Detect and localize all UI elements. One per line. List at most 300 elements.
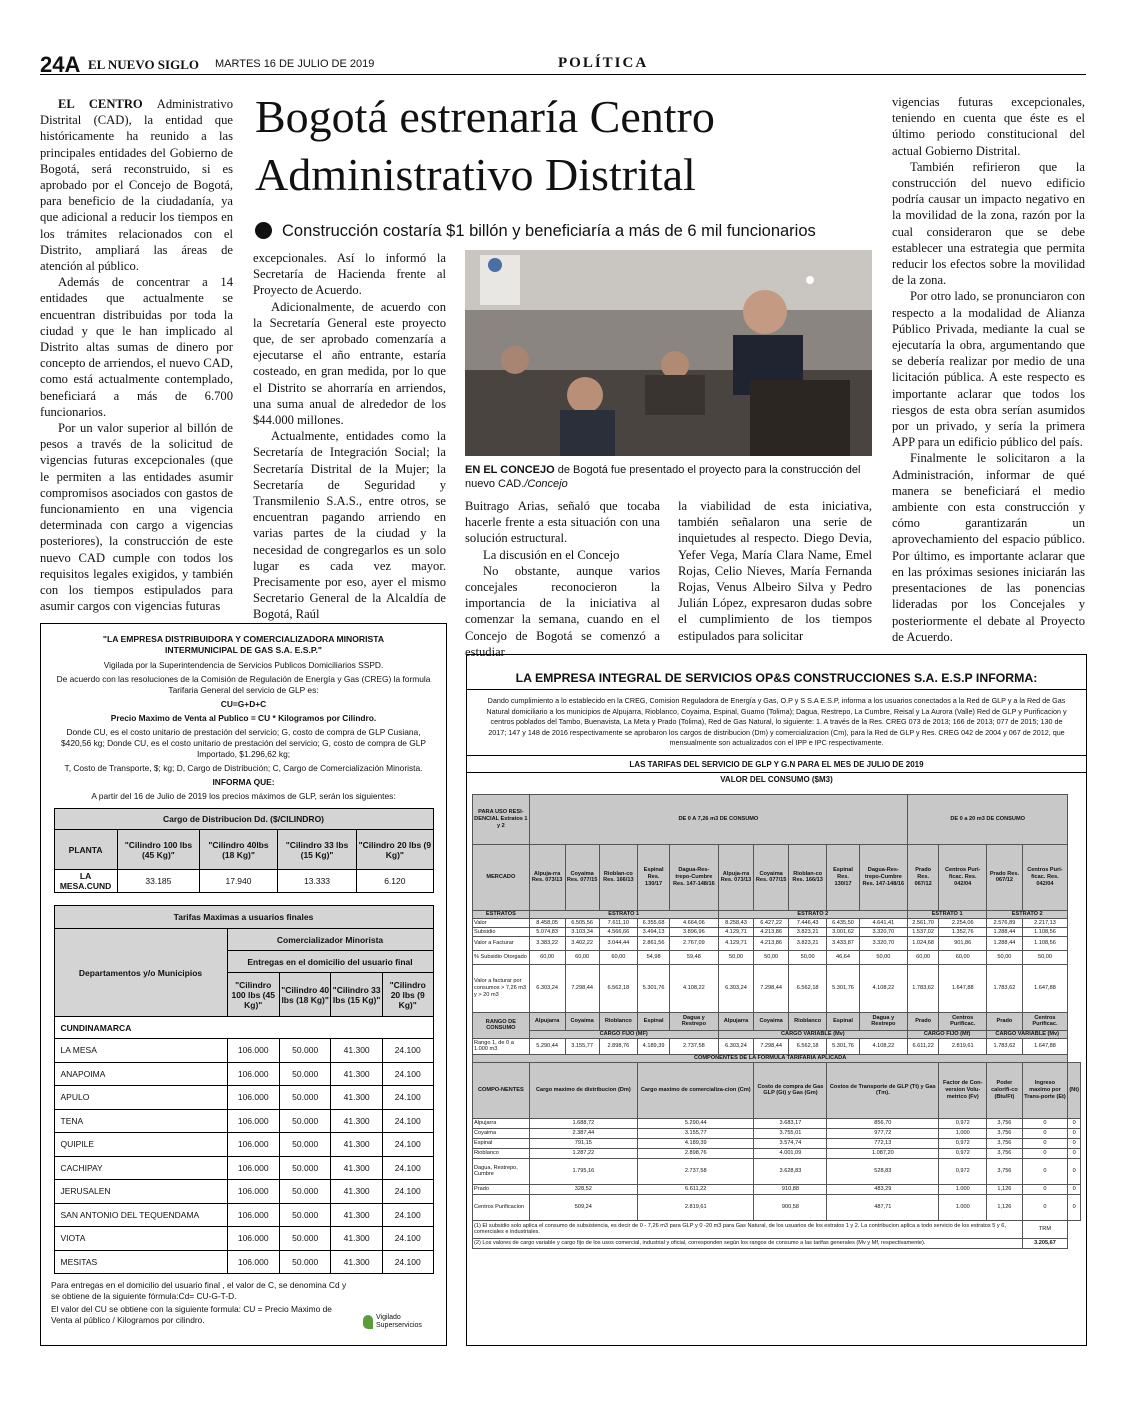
table-cell: 487,71 xyxy=(827,1194,939,1220)
table-cell: 2.819,61 xyxy=(638,1194,754,1220)
row-label: Prado xyxy=(473,1184,530,1194)
table-cell: 0 xyxy=(1022,1158,1068,1184)
table-cell: 3.103,34 xyxy=(565,927,599,936)
table-cell: 2.217,13 xyxy=(1022,918,1068,927)
table-cell: 2.254,06 xyxy=(939,918,987,927)
lead-words: EL CENTRO xyxy=(58,97,143,111)
table-cell: 0 xyxy=(1022,1194,1068,1220)
table-cell: 4.213,86 xyxy=(754,936,788,950)
table-row xyxy=(473,1138,1081,1148)
table-cell: 0 xyxy=(1022,1184,1068,1194)
paragraph: Por un valor superior al billón de pesos a través de la solicitud de vigencias futuras excepcionales (que le permiten a las entidades asumir compromisos asociados con gastos de funcionamiento en una vigencia determinada con cargo a vigencias posteriores), la construcción de este nuevo CAD cumple con todos los requisitos legales exigidos, y también con los tiempos estipulados para asumir cargos con vigencias futuras xyxy=(40,421,233,614)
table-cell: 4.641,41 xyxy=(859,918,907,927)
table-cell: 1.288,44 xyxy=(987,927,1022,936)
department-label: CUNDINAMARCA xyxy=(54,1017,433,1039)
page-header xyxy=(40,52,1086,75)
table-cell: COMPONENTES DE LA FORMULA TARIFARIA APLICADA xyxy=(473,1054,1068,1062)
table-cell: 0 xyxy=(1068,1194,1081,1220)
paragraph: Además de concentrar a 14 entidades que actualmente se encuentran distribuidas por toda la ciudad y que le han implicado al Distrito altas sumas de dinero por concepto de arriendos, el nuevo CAD, como está actualmente contemplado, beneficiará a más de 6.700 funcionarios. xyxy=(40,275,233,419)
table-cell: 7.446,43 xyxy=(788,918,827,927)
table-header: "Cilindro 40lbs (18 Kg)" xyxy=(200,830,278,870)
table-cell: 1.024,68 xyxy=(908,936,939,950)
table-header: Dagua y Restrepo xyxy=(859,1012,907,1030)
table-cell: 0,972 xyxy=(939,1158,987,1184)
table-header: Departamentos y/o Municipios xyxy=(54,929,227,1017)
table-cell: 4.664,06 xyxy=(670,918,718,927)
table-cell: DE 0 A 7,26 m3 DE CONSUMO xyxy=(529,794,907,844)
table-header: Alpuja-rra Res. 073/13 xyxy=(718,844,754,910)
table-cell: 50.000 xyxy=(279,1203,330,1227)
table-cell: 41.300 xyxy=(331,1133,382,1157)
table-cell: 106.000 xyxy=(227,1156,279,1180)
table-cell: ESTRATO 2 xyxy=(718,910,907,918)
table-cell: 6.562,18 xyxy=(788,964,827,1012)
table-cell: 6.303,24 xyxy=(718,964,754,1012)
table-cell: DE 0 a 20 m3 DE CONSUMO xyxy=(908,794,1068,844)
table-header: "Cilindro 33 lbs (15 Kg)" xyxy=(277,830,356,870)
table-cell: 1.783,62 xyxy=(987,1038,1022,1054)
table-cell: 4.108,22 xyxy=(859,1038,907,1054)
table-cell: VIOTA xyxy=(54,1227,227,1251)
table-cell: 3.402,22 xyxy=(565,936,599,950)
table-cell: 60,00 xyxy=(599,950,637,964)
table-cell: 6.435,50 xyxy=(827,918,859,927)
table-cell: 50,00 xyxy=(1022,950,1068,964)
table-cell: 3.574,74 xyxy=(754,1138,827,1148)
superservicios-icon xyxy=(363,1315,373,1329)
row-label: Espinal xyxy=(473,1138,530,1148)
table-cell: 41.300 xyxy=(331,1203,382,1227)
trm-label: TRM xyxy=(1022,1220,1068,1238)
table-cell: 13.333 xyxy=(277,870,356,893)
table-header: Prado xyxy=(987,1012,1022,1030)
table-cell: 1.108,56 xyxy=(1022,936,1068,950)
table-cell: 4.108,22 xyxy=(859,964,907,1012)
table-header: Centros Puri-ficac. Res. 042/04 xyxy=(939,844,987,910)
table-header: Espinal Res. 130/17 xyxy=(827,844,859,910)
table-cell: 2.387,44 xyxy=(529,1128,637,1138)
table-cell: 50.000 xyxy=(279,1039,330,1063)
table-row xyxy=(473,1062,1081,1118)
table-row xyxy=(473,927,1081,936)
row-label: Valor xyxy=(473,918,530,927)
table-cell: 106.000 xyxy=(227,1133,279,1157)
table-cell: SAN ANTONIO DEL TEQUENDAMA xyxy=(54,1203,227,1227)
table-cell: 0 xyxy=(1068,1184,1081,1194)
table-header: Prado xyxy=(908,1012,939,1030)
table-row xyxy=(473,1030,1081,1038)
table-cell: APULO xyxy=(54,1086,227,1110)
table-row xyxy=(54,1156,433,1180)
row-label: Valor a Facturar xyxy=(473,936,530,950)
superservicios-logo xyxy=(363,1314,426,1330)
row-label: Coyaima xyxy=(473,1128,530,1138)
table-row xyxy=(54,1062,433,1086)
page-number: 24A xyxy=(40,52,81,77)
table-cell: 4.108,22 xyxy=(670,964,718,1012)
table-cell: 2.898,76 xyxy=(599,1038,637,1054)
article-photo xyxy=(465,250,872,456)
table-cell: 2.576,89 xyxy=(987,918,1022,927)
table-header: Poder calorifi-co (Btu/Ft) xyxy=(987,1062,1022,1118)
table-cell: 6.303,24 xyxy=(529,964,565,1012)
table-cell: 60,00 xyxy=(565,950,599,964)
photo-credit: /Concejo xyxy=(524,478,568,490)
table-cell: 3,756 xyxy=(987,1128,1022,1138)
table-cell: 50.000 xyxy=(279,1227,330,1251)
table-cell: 60,00 xyxy=(529,950,565,964)
table-header: Rioblan-co Res. 166/13 xyxy=(599,844,637,910)
table-cell: 3.320,70 xyxy=(859,936,907,950)
table-cell: 8.258,43 xyxy=(718,918,754,927)
table-header: Coyaima xyxy=(565,1012,599,1030)
table-cell: ESTRATO 1 xyxy=(529,910,718,918)
table-cell: 106.000 xyxy=(227,1227,279,1251)
table-row xyxy=(54,1203,433,1227)
table-row xyxy=(473,794,1081,844)
table-cell: 0 xyxy=(1022,1128,1068,1138)
trm-value: 3.205,67 xyxy=(1022,1238,1068,1248)
table-cell: 0,972 xyxy=(939,1148,987,1158)
table-cell: 0 xyxy=(1022,1138,1068,1148)
table-cell: 24.100 xyxy=(382,1227,433,1251)
ad-line: T, Costo de Transporte, $; kg; D, Cargo de Distribución; C, Cargo de Comercialización Minorista. xyxy=(64,763,423,773)
table-row xyxy=(473,910,1081,918)
table-cell: ESTRATO 2 xyxy=(987,910,1068,918)
paragraph: Adicionalmente, de acuerdo con la Secretaría General este proyecto que, de ser aprobado comenzaría a ejecutarse el año entrante, estaría costeado, en gran medida, por lo que el Distrito se ahorraría en arriendos, una suma anual de alrededor de los $44.000 millones. xyxy=(253,299,446,428)
table-cell: 1.783,62 xyxy=(908,964,939,1012)
table-cell: 106.000 xyxy=(227,1086,279,1110)
table-cell: 41.300 xyxy=(331,1086,382,1110)
table-cell: 24.100 xyxy=(382,1133,433,1157)
table-cell: 41.300 xyxy=(331,1039,382,1063)
table-cell: 5.290,44 xyxy=(638,1118,754,1128)
table-header: Ingreso maximo por Trans-porte (Et) xyxy=(1022,1062,1068,1118)
table-cell: 41.300 xyxy=(331,1109,382,1133)
table-cell: 0 xyxy=(1022,1118,1068,1128)
table-header: Comercializador Minorista xyxy=(227,929,433,951)
table-cell: 50.000 xyxy=(279,1250,330,1274)
table-cell: RANGO DE CONSUMO xyxy=(473,1012,530,1038)
table-cell: 1.647,88 xyxy=(1022,1038,1068,1054)
ops-notice-ad xyxy=(466,654,1087,1346)
table-cell: 24.100 xyxy=(382,1250,433,1274)
table-cell: 7.298,44 xyxy=(565,964,599,1012)
table-cell: 106.000 xyxy=(227,1062,279,1086)
table-cell: 3.001,62 xyxy=(827,927,859,936)
table-cell: 900,58 xyxy=(754,1194,827,1220)
table-cell: 1.000 xyxy=(939,1194,987,1220)
table-cell: 50.000 xyxy=(279,1086,330,1110)
table-cell: 106.000 xyxy=(227,1180,279,1204)
table-cell: 1.647,88 xyxy=(1022,964,1068,1012)
table-row xyxy=(473,1238,1081,1248)
table-row xyxy=(54,870,433,893)
table-cell: 1,000 xyxy=(939,1128,987,1138)
table-row xyxy=(473,844,1081,910)
article-column-1 xyxy=(40,96,233,615)
section-name: POLÍTICA xyxy=(558,55,649,71)
article-column-3 xyxy=(465,498,660,660)
table-cell: 3.683,17 xyxy=(754,1118,827,1128)
table-row xyxy=(473,1148,1081,1158)
table-cell: 3.044,44 xyxy=(599,936,637,950)
table-cell: 33.185 xyxy=(117,870,199,893)
table-row xyxy=(473,1194,1081,1220)
table-cell: 3.755,01 xyxy=(754,1128,827,1138)
table-cell: 24.100 xyxy=(382,1062,433,1086)
table-cell: JERUSALEN xyxy=(54,1180,227,1204)
table-row xyxy=(473,1128,1081,1138)
article-column-2 xyxy=(253,250,446,623)
table-cell: 6.611,22 xyxy=(638,1184,754,1194)
table-cell: 856,70 xyxy=(827,1118,939,1128)
paragraph: No obstante, aunque varios concejales reconocieron la importancia de la iniciativa al comenzar la semana, cuando en el Concejo de Bogotá se comenzó a estudiar xyxy=(465,563,660,659)
table-cell: 5.301,76 xyxy=(827,964,859,1012)
table-cell: 24.100 xyxy=(382,1039,433,1063)
table-cell: 6.427,22 xyxy=(754,918,788,927)
table-cell: 6.303,24 xyxy=(718,1038,754,1054)
ad-line: Donde CU, es el costo unitario de prestación del servicio; G, costo de compra de GLP Cusiana, $420,56 kg; Donde CU, es el costo unitario de prestación del servicio; G, costo de compra de GLP Importado, $1.296,62 kg; xyxy=(61,727,426,759)
table-cell: 2.737,58 xyxy=(670,1038,718,1054)
paragraph: Buitrago Arias, señaló que tocaba hacerle frente a esta situación con una solución estructural. xyxy=(465,499,660,546)
ad-title: LA EMPRESA INTEGRAL DE SERVICIOS OP&S CONSTRUCCIONES S.A. E.S.P INFORMA: xyxy=(515,671,1038,685)
table-header: Costos de Transporte de GLP (Tt) y Gas (Tm). xyxy=(827,1062,939,1118)
table-cell: 5.074,83 xyxy=(529,927,565,936)
subheading: La discusión en el Concejo xyxy=(483,547,620,562)
bullet-icon xyxy=(255,222,272,239)
table-cell: 0 xyxy=(1068,1128,1081,1138)
table-cell: CACHIPAY xyxy=(54,1156,227,1180)
table-cell: 0 xyxy=(1022,1148,1068,1158)
table-note: (2) Los valores de cargo variable y cargo fijo de los usos comercial, industrial y oficial, corresponden según los rangos de consumo a las tarifas generales (Mv y Mf, respectivamente). xyxy=(473,1238,1023,1248)
table-header: Espinal xyxy=(827,1012,859,1030)
table-cell: MESITAS xyxy=(54,1250,227,1274)
table-cell: 4.189,39 xyxy=(638,1138,754,1148)
table-row xyxy=(473,1012,1081,1030)
row-label: Alpujarra xyxy=(473,1118,530,1128)
table-cell: 41.300 xyxy=(331,1156,382,1180)
gas-notice-ad xyxy=(40,623,447,1346)
table-cell: 2.819,61 xyxy=(939,1038,987,1054)
table-cell: 4.129,71 xyxy=(718,927,754,936)
table-row xyxy=(54,1180,433,1204)
table-cell: 41.300 xyxy=(331,1062,382,1086)
table-cell: 3,756 xyxy=(987,1148,1022,1158)
table-cell: 24.100 xyxy=(382,1180,433,1204)
table-header: Dagua-Res-trepo-Cumbre Res. 147-148/16 xyxy=(670,844,718,910)
row-label: Subsidio xyxy=(473,927,530,936)
paragraph: Por otro lado, se pronunciaron con respecto a la modalidad de Alianza Público Privada, mediante la cual se ejecutaría la obra, argumentando que se debería realizar por medio de una licitación pública. A este respecto es importante aclarar que todos los riesgos de esta obra serían asumidos por un privado, y sería la primera APP para un edificio público del país. xyxy=(892,289,1085,450)
table-cell: 24.100 xyxy=(382,1086,433,1110)
paragraph: También refirieron que la construcción del nuevo edificio podría causar un impacto negativo en la movilidad de la zona, razón por la cual consideraron que se debe establecer una estrategia que permita reducir los efectos sobre la movilidad de la zona. xyxy=(892,159,1085,288)
article-column-5 xyxy=(892,94,1085,645)
table-row xyxy=(473,918,1081,927)
table-row xyxy=(54,1250,433,1274)
publication-name: EL NUEVO SIGLO xyxy=(88,57,199,72)
table-cell: 3.823,21 xyxy=(788,936,827,950)
table-header: Centros Purificac. xyxy=(1022,1012,1068,1030)
table-header: "Cilindro 100 lbs (45 Kg)" xyxy=(227,973,279,1017)
table-header: "Cilindro 20 lbs (9 Kg)" xyxy=(382,973,433,1017)
table-row xyxy=(473,1054,1081,1062)
table-cell: 41.300 xyxy=(331,1227,382,1251)
table-header: Costo de compra de Gas GLP (Gt) y Gas (Gm) xyxy=(754,1062,827,1118)
ad-line: De acuerdo con las resoluciones de la Comisión de Regulación de Energía y Gas (CREG) la formula Tarifaria General del servicio de GLP es: xyxy=(56,674,431,695)
table-row xyxy=(473,1118,1081,1128)
table-cell: 17.940 xyxy=(200,870,278,893)
table-cell: 5.301,76 xyxy=(827,1038,859,1054)
table-cell: 6.611,22 xyxy=(908,1038,939,1054)
paragraph: la viabilidad de esta iniciativa, también señalaron una serie de inquietudes al respecto. Diego Devia, Yefer Vega, María Clara Name, Emel Rojas, Celio Nieves, María Fernanda Rojas, Venus Albeiro Silva y Pedro Julián López, expresaron dudas sobre el cumplimiento de los tiempos estipulados para solicitar xyxy=(678,499,872,643)
ad-informa: INFORMA QUE: xyxy=(212,777,275,787)
table-cell: 50,00 xyxy=(788,950,827,964)
row-label: Rioblanco xyxy=(473,1148,530,1158)
row-label: Rango 1, de 0 a 1.000 m3 xyxy=(473,1038,530,1054)
table-cell: 2.898,76 xyxy=(638,1148,754,1158)
table-header: Dagua-Res-trepo-Cumbre Res. 147-148/16 xyxy=(859,844,907,910)
table-cell: 7.298,44 xyxy=(754,1038,788,1054)
table-cell: 106.000 xyxy=(227,1203,279,1227)
table-cell: 59,48 xyxy=(670,950,718,964)
table-cell: 1.108,56 xyxy=(1022,927,1068,936)
valor-title: VALOR DEL CONSUMO ($M3) xyxy=(720,774,833,784)
table-cell: TENA xyxy=(54,1109,227,1133)
table-cell: 2.767,09 xyxy=(670,936,718,950)
table-cell: 1,126 xyxy=(987,1184,1022,1194)
table-cell: 1.647,88 xyxy=(939,964,987,1012)
table-header: Prado Res. 067/12 xyxy=(987,844,1022,910)
table-row xyxy=(473,1220,1081,1238)
ad-footnote: El valor del CU se obtiene con la siguiente formula: CU = Precio Maximo de Venta al público / Kilogramos por cilindro. xyxy=(51,1304,332,1325)
table-cell: 1.287,22 xyxy=(529,1148,637,1158)
caption-lead: EN EL CONCEJO xyxy=(465,464,555,476)
table-header: Cargo maximo de distribucion (Dm) xyxy=(529,1062,637,1118)
table-cell: CARGO FIJO (Mf) xyxy=(908,1030,987,1038)
table-header: Factor de Con-version Volu-metrico (Fv) xyxy=(939,1062,987,1118)
table-cell: 50,00 xyxy=(987,950,1022,964)
table-cell: 50,00 xyxy=(859,950,907,964)
table-cell: 901,86 xyxy=(939,936,987,950)
table-cell: 3,756 xyxy=(987,1138,1022,1148)
ad-line: A partir del 16 de Julio de 2019 los precios máximos de GLP, serán los siguientes: xyxy=(91,791,396,801)
table-header: Entregas en el domicilio del usuario final xyxy=(227,951,433,973)
table-cell: 50,00 xyxy=(718,950,754,964)
table-cell: 3.383,22 xyxy=(529,936,565,950)
table-cell: 106.000 xyxy=(227,1039,279,1063)
table-header: "Cilindro 20 lbs (9 Kg)" xyxy=(357,830,433,870)
table-cell: 5.290,44 xyxy=(529,1038,565,1054)
table-cell: 0 xyxy=(1068,1138,1081,1148)
table-cell: 0 xyxy=(1068,1158,1081,1184)
table-cell: 2.561,70 xyxy=(908,918,939,927)
table-cell: 6.120 xyxy=(357,870,433,893)
table-cell: 41.300 xyxy=(331,1180,382,1204)
table-row xyxy=(54,1086,433,1110)
table-cell: 3.494,13 xyxy=(638,927,670,936)
table-cell: 4.189,39 xyxy=(638,1038,670,1054)
logo-text: Vigilado Superservicios xyxy=(376,1314,422,1329)
table-cell: QUIPILE xyxy=(54,1133,227,1157)
table-cell: 4.566,66 xyxy=(599,927,637,936)
table-cell: 1,126 xyxy=(987,1194,1022,1220)
table-cell: 1.795,16 xyxy=(529,1158,637,1184)
table-cell: CARGO VARIABLE (Mv) xyxy=(987,1030,1068,1038)
table-cell: 910,88 xyxy=(754,1184,827,1194)
paragraph: Actualmente, entidades como la Secretaría de Integración Social; la Secretaría Distrital de la Mujer; la Secretaría de Seguridad y Transmilenio S.A.S., entre otros, se encuentran pagando arriendo en varias partes de la ciudad y la necesidad de congregarlos es un solo lugar es cada vez mayor. Precisamente por eso, ayer el mismo Secretario General de la Alcaldía de Bogotá, Raúl xyxy=(253,429,446,622)
table-cell: 6.562,18 xyxy=(599,964,637,1012)
table-row xyxy=(54,1109,433,1133)
table-header: Rioblanco xyxy=(788,1012,827,1030)
table-cell: 4.213,86 xyxy=(754,927,788,936)
table-cell: 1.288,44 xyxy=(987,936,1022,950)
table-cell: ANAPOIMA xyxy=(54,1062,227,1086)
table-header: "Cilindro 33 lbs (15 Kg)" xyxy=(331,973,382,1017)
table-cell: 3.155,77 xyxy=(565,1038,599,1054)
table-cell: CARGO VARIABLE (Mv) xyxy=(718,1030,907,1038)
table-cell: ESTRATO 1 xyxy=(908,910,987,918)
table-header: Coyaima Res. 077/15 xyxy=(565,844,599,910)
table-cell: 50.000 xyxy=(279,1062,330,1086)
paragraph-text: Administrativo Distrital (CAD), la entidad que históricamente ha reunido a las principales entidades del Gobierno de Bogotá, será reconstruido, si es aprobado por el Concejo de Bogotá, para beneficio de la ciudadanía, ya que adicional a reducir los tiempos en los trámites relacionados con el Distrito, ampliará las áreas de atención al público. xyxy=(40,97,233,274)
table-cell: 3.628,83 xyxy=(754,1158,827,1184)
photo-illustration xyxy=(465,250,872,456)
table-cell: 4.001,09 xyxy=(754,1148,827,1158)
table-cell: 3.320,70 xyxy=(859,927,907,936)
paragraph: Finalmente le solicitaron a la Administración, informar de qué manera se beneficiará el medio ambiente con esta construcción y cómo garantizarán un aprovechamiento del espacio público. Por último, es importante aclarar que en las próximas sesiones iniciarán las presentaciones de las ponencias lideradas por los Concejales y posteriormente el debate al Proyecto de Acuerdo. xyxy=(892,451,1085,644)
kicker xyxy=(255,222,875,241)
table-cell: CARGO FIJO (MF) xyxy=(529,1030,718,1038)
table-cell: 3.433,87 xyxy=(827,936,859,950)
table-row xyxy=(473,1158,1081,1184)
table-title: Cargo de Distribucion Dd. ($/CILINDRO) xyxy=(54,809,433,830)
table-header: COMPO-NENTES xyxy=(473,1062,530,1118)
publication-date: MARTES 16 DE JULIO DE 2019 xyxy=(215,58,375,70)
table-cell: LA MESA xyxy=(54,1039,227,1063)
table-cell: 106.000 xyxy=(227,1109,279,1133)
table-header: Centros Purificac. xyxy=(939,1012,987,1030)
table-cell: 509,24 xyxy=(529,1194,637,1220)
table-cell: 772,13 xyxy=(827,1138,939,1148)
table-cell: 3.155,77 xyxy=(638,1128,754,1138)
table-cell: 3.823,21 xyxy=(788,927,827,936)
table-row xyxy=(473,1038,1081,1054)
caption-text: de Bogotá fue presentado el proyecto para la construcción del nuevo CAD. xyxy=(465,464,861,490)
headline: Bogotá estrenaría Centro Administrativo Distrital xyxy=(255,91,715,200)
table-header: Centros Puri-ficac. Res. 042/04 xyxy=(1022,844,1068,910)
table-cell: 50.000 xyxy=(279,1133,330,1157)
table-cell: 24.100 xyxy=(382,1156,433,1180)
table-header: Coyaima xyxy=(754,1012,788,1030)
table-cell: 7.298,44 xyxy=(754,964,788,1012)
table-row xyxy=(473,936,1081,950)
table-cell: 977,72 xyxy=(827,1128,939,1138)
table-header: Alpuja-rra Res. 073/13 xyxy=(529,844,565,910)
table-cell: 106.000 xyxy=(227,1250,279,1274)
table-header: Rioblanco xyxy=(599,1012,637,1030)
table-cell: 6.355,68 xyxy=(638,918,670,927)
ad-formula: CU=G+D+C xyxy=(220,699,267,709)
table-cell: 1.087,20 xyxy=(827,1148,939,1158)
table-cell: 60,00 xyxy=(908,950,939,964)
table-cell: 50.000 xyxy=(279,1180,330,1204)
kicker-text: Construcción costaría $1 billón y beneficiaría a más de 6 mil funcionarios xyxy=(282,222,816,240)
table-row xyxy=(473,964,1081,1012)
table-cell: 0 xyxy=(1068,1148,1081,1158)
ad-intro: Dando cumplimiento a lo establecido en la CREG, Comision Reguladora de Energía y Gas, O.P y S S.A E.S.P, informa a los usuarios conectados a la Red de GLP y a la Red de Gas Natural domiciliario a los municipios de Alpujarra, Rioblanco, Coyaima, Espinal, Guamo (Tolima); Dagua, Restrepo, La Cumbre, Reisal y La Aurora (Valle) Red de GLP y Purificacion y centros poblados del Tambo, Buenavista, La Meta y Prado (Tolima), Red de Gas Natural, lo siguiente: 1. A través de la Res. CREG 073 de 2013; 166 de 2013; 077 de 2015; 130 de 2017; 147 y 148 de 2016 respectivamente se aprobaron los cargos de distribucion (Dm) y comercializacion (Cm), para la Red de GLP y Res. CREG 042 de 2004 y 067 de 2012, que mensualmente son actualizados con el IPP e IPC respectivamente. xyxy=(486,696,1067,748)
table-cell: 6.562,18 xyxy=(788,1038,827,1054)
max-tariffs-table xyxy=(54,905,434,1274)
